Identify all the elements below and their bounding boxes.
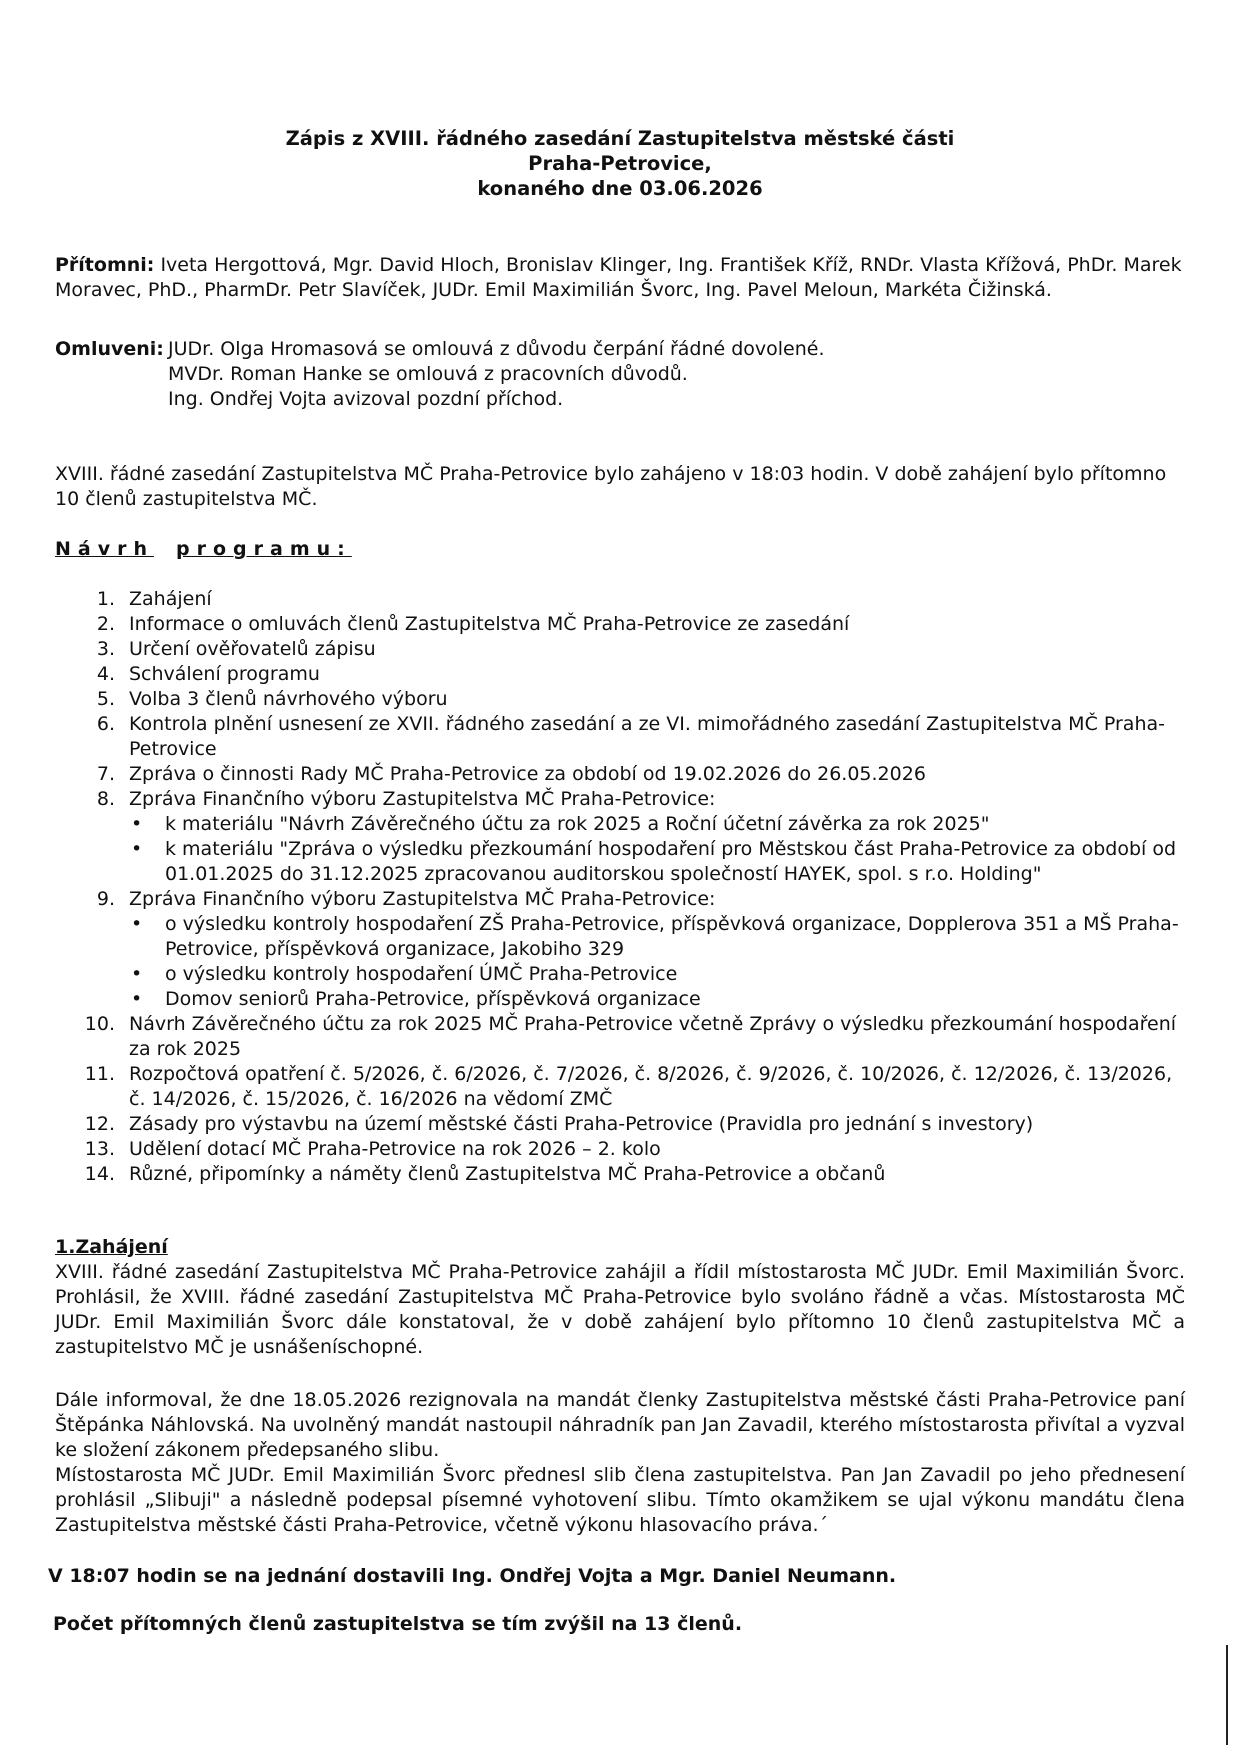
excused-line: JUDr. Olga Hromasová se omlouvá z důvodu čerpání řádné dovolené. <box>168 338 825 360</box>
title-line-3: konaného dne 03.06.2026 <box>477 177 763 200</box>
program-item <box>75 687 1180 712</box>
program-item <box>75 1112 1180 1137</box>
program-item-text: Zpráva o činnosti Rady MČ Praha-Petrovice za období od 19.02.2026 do 26.05.2026 <box>129 763 926 785</box>
title-line-1: Zápis z XVIII. řádného zasedání Zastupitelstva městské části <box>285 127 955 150</box>
program-item-text: Určení ověřovatelů zápisu <box>129 638 376 660</box>
excused-line: Ing. Ondřej Vojta avizoval pozdní příchod. <box>168 388 564 410</box>
program-item <box>75 1012 1180 1062</box>
program-subitem: • k materiálu "Zpráva o výsledku přezkoumání hospodaření pro Městskou část Praha-Petrovice za období od 01.01.2025 do 31.12.2025 zpracovanou auditorskou společností HAYEK, spol. s r.o. Holding" <box>129 837 1180 887</box>
program-item-text: Zpráva Finančního výboru Zastupitelstva MČ Praha-Petrovice: <box>129 888 716 910</box>
program-item <box>75 787 1180 887</box>
program-subitem: • Domov seniorů Praha-Petrovice, příspěvková organizace <box>129 987 1180 1012</box>
bold-note: V 18:07 hodin se na jednání dostavili Ing. Ondřej Vojta a Mgr. Daniel Neumann. <box>48 1565 897 1587</box>
program-item-text: Schválení programu <box>129 663 320 685</box>
program-item-number: 11. <box>84 1063 115 1085</box>
program-item-text: Udělení dotací MČ Praha-Petrovice na rok 2026 – 2. kolo <box>129 1138 661 1160</box>
program-subitem: • k materiálu "Návrh Závěrečného účtu za rok 2025 a Roční účetní závěrka za rok 2025" <box>129 812 1180 837</box>
program-subitem: • o výsledku kontroly hospodaření ZŠ Praha-Petrovice, příspěvková organizace, Dopplerova 351 a MŠ Praha-Petrovice, příspěvková organizace, Jakobiho 329 <box>129 912 1180 962</box>
section-paragraph: Dále informoval, že dne 18.05.2026 rezignovala na mandát členky Zastupitelstva městské části Praha-Petrovice paní Štěpánka Náhlovská. Na uvolněný mandát nastoupil náhradník pan Jan Zavadil, kterého místostarosta přivítal a vyzval ke složení zákonem předepsaného slibu. <box>55 1389 1185 1461</box>
bold-note: Počet přítomných členů zastupitelstva se tím zvýšil na 13 členů. <box>53 1613 743 1635</box>
document-title <box>0 126 1240 201</box>
program-item-number: 12. <box>84 1113 115 1135</box>
program-item-text: Volba 3 členů návrhového výboru <box>129 688 448 710</box>
program-item-text: Kontrola plnění usnesení ze XVII. řádného zasedání a ze VI. mimořádného zasedání Zastupitelstva MČ Praha-Petrovice <box>129 713 1165 760</box>
program-item <box>75 1062 1180 1112</box>
program-item-number: 8. <box>96 788 115 810</box>
program-item-number: 14. <box>84 1163 115 1185</box>
program-item-number: 3. <box>96 638 115 660</box>
program-item <box>75 662 1180 687</box>
program-item-number: 4. <box>96 663 115 685</box>
section-heading: 1.Zahájení <box>55 1236 168 1258</box>
program-subitems <box>129 912 1180 1012</box>
program-item <box>75 1162 1180 1187</box>
program-item-text: Zahájení <box>129 588 212 610</box>
program-list <box>75 587 1180 1187</box>
program-title: Návrh programu: <box>55 538 352 560</box>
program-item-number: 10. <box>84 1013 115 1035</box>
program-item-number: 1. <box>96 588 115 610</box>
attendees-label: Přítomni: <box>55 254 155 276</box>
excused-line: MVDr. Roman Hanke se omlouvá z pracovních důvodů. <box>168 363 688 385</box>
program-item-number: 6. <box>96 713 115 735</box>
program-subitem: • o výsledku kontroly hospodaření ÚMČ Praha-Petrovice <box>129 962 1180 987</box>
section-paragraph: Místostarosta MČ JUDr. Emil Maximilián Švorc přednesl slib člena zastupitelstva. Pan Jan Zavadil po jeho přednesení prohlásil „Slibuji" a následně podepsal písemné vyhotovení slibu. Tímto okamžikem se ujal výkonu mandátu člena Zastupitelstva městské části Praha-Petrovice, včetně výkonu hlasovacího práva.´ <box>55 1464 1185 1536</box>
program-subitems <box>129 812 1180 887</box>
program-item <box>75 762 1180 787</box>
program-item-text: Rozpočtová opatření č. 5/2026, č. 6/2026, č. 7/2026, č. 8/2026, č. 9/2026, č. 10/2026, č. 12/2026, č. 13/2026, č. 14/2026, č. 15/2026, č. 16/2026 na vědomí ZMČ <box>129 1063 1173 1110</box>
program-item <box>75 887 1180 1012</box>
program-item-text: Informace o omluvách členů Zastupitelstva MČ Praha-Petrovice ze zasedání <box>129 613 850 635</box>
attendees-paragraph <box>55 253 1185 303</box>
attendees-text: Iveta Hergottová, Mgr. David Hloch, Bronislav Klinger, Ing. František Kříž, RNDr. Vlasta Křížová, PhDr. Marek Moravec, PhD., PharmDr. Petr Slavíček, JUDr. Emil Maximilián Švorc, Ing. Pavel Meloun, Markéta Čižinská. <box>55 254 1182 301</box>
program-item <box>75 712 1180 762</box>
excused-label: Omluveni: <box>55 338 164 360</box>
opening-paragraph: XVIII. řádné zasedání Zastupitelstva MČ Praha-Petrovice bylo zahájeno v 18:03 hodin. V době zahájení bylo přítomno 10 členů zastupitelstva MČ. <box>55 463 1167 510</box>
section-paragraph: XVIII. řádné zasedání Zastupitelstva MČ Praha-Petrovice zahájil a řídil místostarosta MČ JUDr. Emil Maximilián Švorc. Prohlásil, že XVIII. řádné zasedání Zastupitelstva MČ Praha-Petrovice bylo svoláno řádně a včas. Místostarosta MČ JUDr. Emil Maximilián Švorc dále konstatoval, že v době zahájení bylo přítomno 10 členů zastupitelstva MČ a zastupitelstvo MČ je usnášeníschopné. <box>55 1261 1185 1358</box>
program-item-text: Návrh Závěrečného účtu za rok 2025 MČ Praha-Petrovice včetně Zprávy o výsledku přezkoumání hospodaření za rok 2025 <box>129 1013 1177 1060</box>
program-item-number: 2. <box>96 613 115 635</box>
margin-line <box>1226 1645 1228 1745</box>
excused-list <box>168 337 1168 412</box>
program-item-number: 5. <box>96 688 115 710</box>
program-item-number: 9. <box>96 888 115 910</box>
program-item <box>75 637 1180 662</box>
program-item-text: Zpráva Finančního výboru Zastupitelstva MČ Praha-Petrovice: <box>129 788 716 810</box>
program-item <box>75 587 1180 612</box>
program-item-text: Různé, připomínky a náměty členů Zastupitelstva MČ Praha-Petrovice a občanů <box>129 1163 886 1185</box>
title-line-2: Praha-Petrovice, <box>528 152 712 175</box>
program-item-number: 7. <box>96 763 115 785</box>
program-item <box>75 1137 1180 1162</box>
program-item-number: 13. <box>84 1138 115 1160</box>
program-item <box>75 612 1180 637</box>
program-item-text: Zásady pro výstavbu na území městské části Praha-Petrovice (Pravidla pro jednání s investory) <box>129 1113 1034 1135</box>
